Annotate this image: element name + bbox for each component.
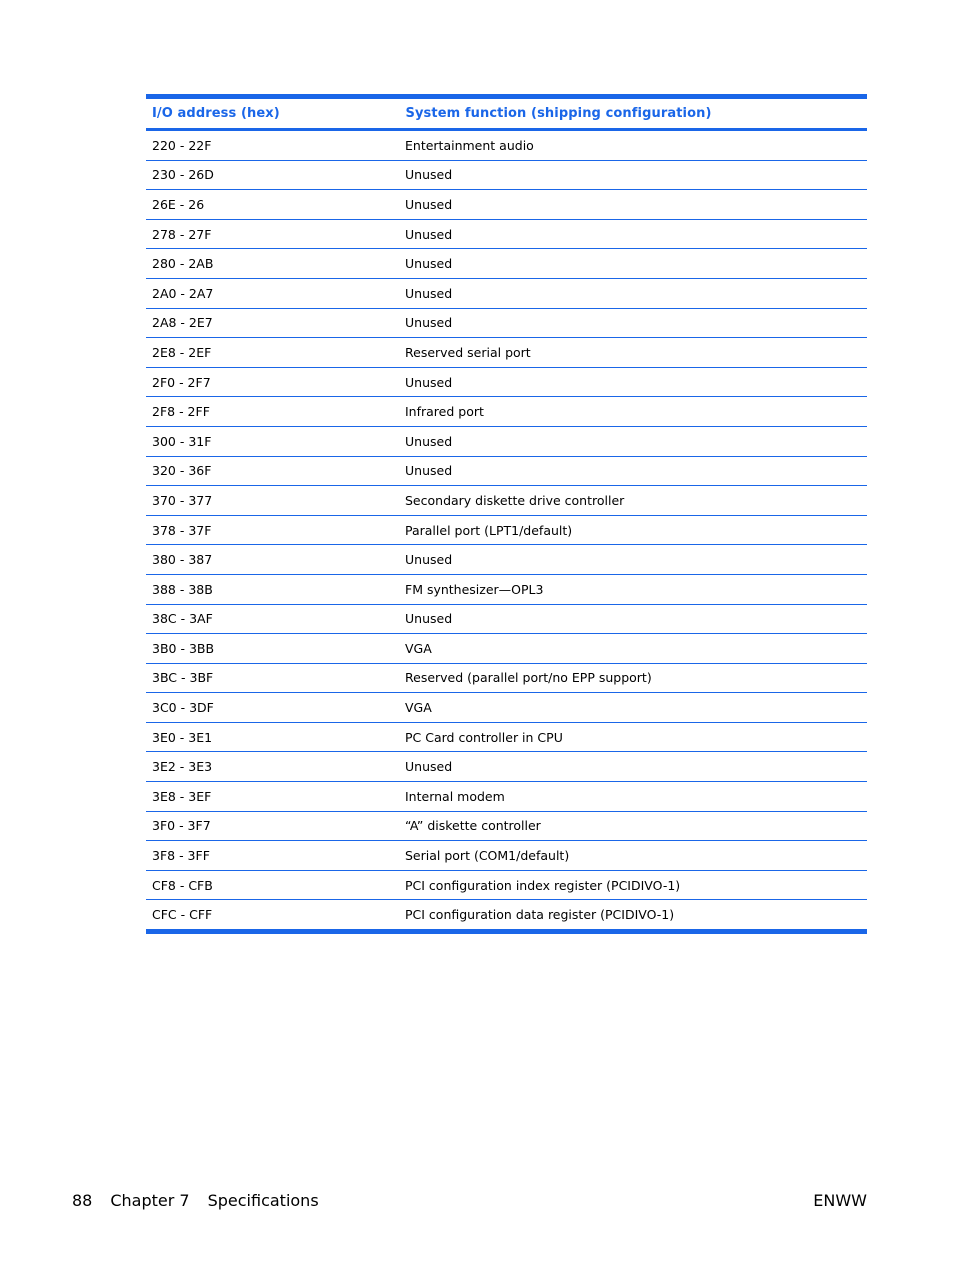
io-address-cell: 2A0 - 2A7	[146, 278, 399, 308]
table-row	[146, 811, 867, 841]
io-address-cell: 220 - 22F	[146, 130, 399, 161]
table-body	[146, 130, 867, 932]
table-header-row	[146, 97, 867, 130]
system-function-cell: Unused	[399, 219, 867, 249]
table-row	[146, 456, 867, 486]
table-row	[146, 515, 867, 545]
io-address-cell: 2A8 - 2E7	[146, 308, 399, 338]
system-function-cell: Internal modem	[399, 782, 867, 812]
io-address-cell: 380 - 387	[146, 545, 399, 575]
table-row	[146, 486, 867, 516]
table-row	[146, 574, 867, 604]
table-row	[146, 190, 867, 220]
system-function-cell: PC Card controller in CPU	[399, 722, 867, 752]
io-address-cell: 370 - 377	[146, 486, 399, 516]
system-function-cell: Unused	[399, 426, 867, 456]
chapter-label: Chapter 7	[110, 1191, 190, 1210]
table-row	[146, 545, 867, 575]
table-row	[146, 900, 867, 932]
table-row	[146, 426, 867, 456]
io-address-cell: CF8 - CFB	[146, 870, 399, 900]
io-address-cell: 230 - 26D	[146, 160, 399, 190]
io-address-cell: 3BC - 3BF	[146, 663, 399, 693]
io-address-cell: 388 - 38B	[146, 574, 399, 604]
table-row	[146, 219, 867, 249]
io-address-cell: 26E - 26	[146, 190, 399, 220]
table-row	[146, 663, 867, 693]
system-function-cell: Reserved serial port	[399, 338, 867, 368]
table-row	[146, 130, 867, 161]
system-function-cell: Unused	[399, 604, 867, 634]
system-function-cell: Unused	[399, 456, 867, 486]
io-address-cell: 280 - 2AB	[146, 249, 399, 279]
io-address-cell: 300 - 31F	[146, 426, 399, 456]
io-address-cell: CFC - CFF	[152, 907, 213, 923]
io-address-cell: 38C - 3AF	[146, 604, 399, 634]
table-row	[146, 782, 867, 812]
io-address-cell: 3F8 - 3FF	[146, 841, 399, 871]
table-row	[146, 249, 867, 279]
system-function-cell: Secondary diskette drive controller	[399, 486, 867, 516]
io-address-cell: 320 - 36F	[146, 456, 399, 486]
io-address-cell: 3B0 - 3BB	[146, 634, 399, 664]
table-row	[146, 604, 867, 634]
system-function-cell: Unused	[399, 308, 867, 338]
system-function-cell: PCI configuration data register (PCIDIVO-1)	[405, 907, 675, 923]
page-footer-left	[72, 1191, 337, 1210]
table-row	[146, 870, 867, 900]
system-function-cell: PCI configuration index register (PCIDIVO-1)	[399, 870, 867, 900]
table-row	[146, 841, 867, 871]
table-row	[146, 338, 867, 368]
system-function-cell: Unused	[399, 752, 867, 782]
table-row	[146, 308, 867, 338]
system-function-cell: Unused	[399, 160, 867, 190]
system-function-cell: Serial port (COM1/default)	[399, 841, 867, 871]
system-function-cell: FM synthesizer—OPL3	[399, 574, 867, 604]
system-function-cell: Unused	[399, 278, 867, 308]
system-function-cell: VGA	[399, 634, 867, 664]
page-number: 88	[72, 1191, 93, 1210]
io-address-table	[146, 94, 867, 934]
table-row	[146, 752, 867, 782]
io-address-cell: 3E8 - 3EF	[146, 782, 399, 812]
table-row	[146, 160, 867, 190]
io-address-cell: 2E8 - 2EF	[146, 338, 399, 368]
column-header-system-function: System function (shipping configuration)	[399, 97, 867, 130]
system-function-cell: Unused	[399, 545, 867, 575]
io-address-cell: 3E0 - 3E1	[146, 722, 399, 752]
table-row	[146, 722, 867, 752]
io-address-cell: 2F8 - 2FF	[146, 397, 399, 427]
section-label: Specifications	[207, 1191, 319, 1210]
system-function-cell: “A” diskette controller	[399, 811, 867, 841]
page-footer-right: ENWW	[813, 1191, 867, 1210]
system-function-cell: Entertainment audio	[399, 130, 867, 161]
table-row	[146, 367, 867, 397]
io-address-cell: 3F0 - 3F7	[146, 811, 399, 841]
table-row	[146, 634, 867, 664]
io-address-cell: 278 - 27F	[146, 219, 399, 249]
system-function-cell: VGA	[399, 693, 867, 723]
io-address-cell: 378 - 37F	[146, 515, 399, 545]
system-function-cell: Unused	[399, 249, 867, 279]
system-function-cell: Unused	[399, 367, 867, 397]
system-function-cell: Unused	[399, 190, 867, 220]
system-function-cell: Parallel port (LPT1/default)	[399, 515, 867, 545]
io-address-cell: 3C0 - 3DF	[146, 693, 399, 723]
io-address-cell: 2F0 - 2F7	[146, 367, 399, 397]
io-address-cell: 3E2 - 3E3	[146, 752, 399, 782]
system-function-cell: Reserved (parallel port/no EPP support)	[399, 663, 867, 693]
table-row	[146, 278, 867, 308]
table-row	[146, 397, 867, 427]
system-function-cell: Infrared port	[399, 397, 867, 427]
table-row	[146, 693, 867, 723]
column-header-io-address: I/O address (hex)	[146, 97, 399, 130]
